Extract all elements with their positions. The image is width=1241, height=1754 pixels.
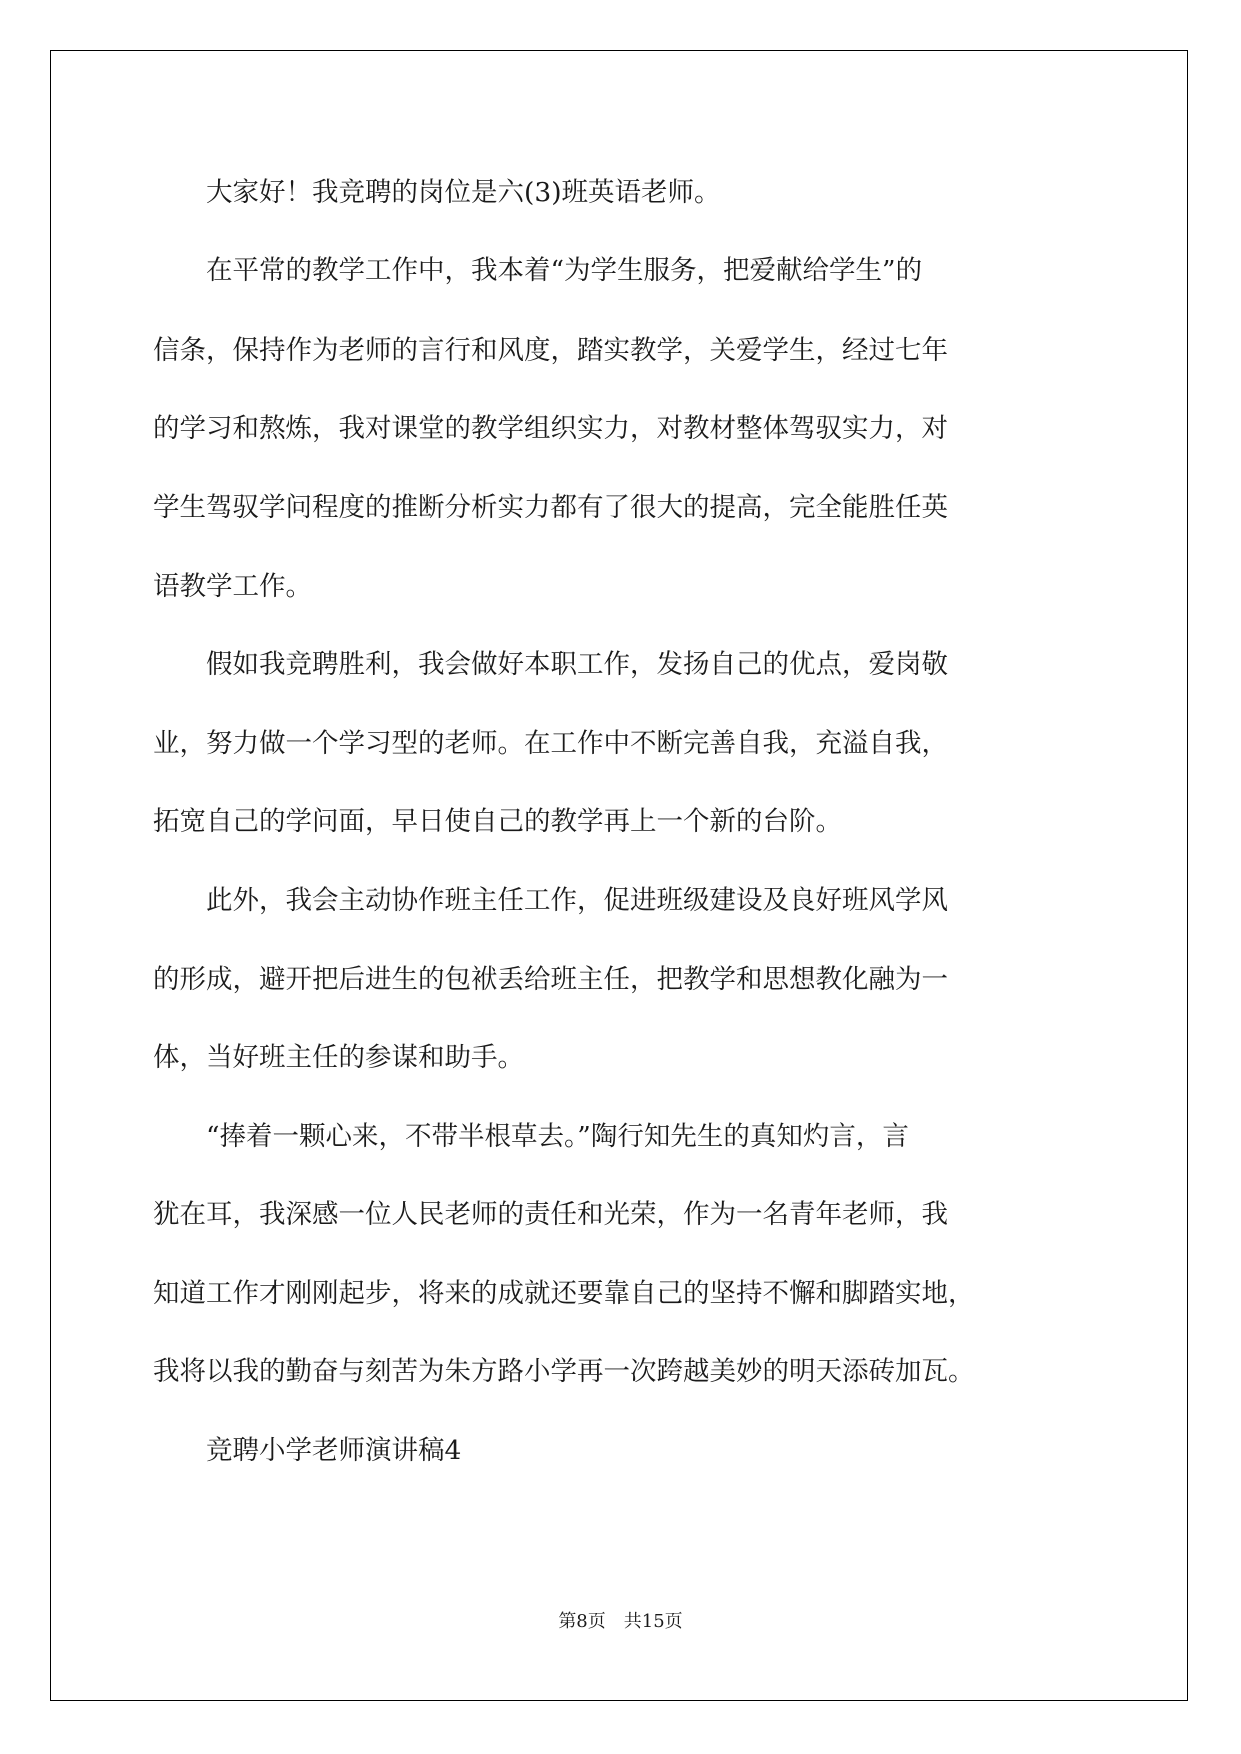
text-line: 知道工作才刚刚起步，将来的成就还要靠自己的坚持不懈和脚踏实地，: [153, 1278, 975, 1309]
text-line: 大家好！我竞聘的岗位是六(3)班英语老师。: [153, 177, 721, 208]
text-line: 语教学工作。: [153, 571, 312, 602]
text-line: 在平常的教学工作中，我本着“为学生服务，把爱献给学生”的: [153, 255, 923, 286]
text-line: 学生驾驭学问程度的推断分析实力都有了很大的提高，完全能胜任英: [153, 492, 948, 523]
text-line: 业，努力做一个学习型的老师。在工作中不断完善自我，充溢自我，: [153, 728, 948, 759]
text-line: 犹在耳，我深感一位人民老师的责任和光荣，作为一名青年老师，我: [153, 1199, 948, 1230]
text-line: 拓宽自己的学问面，早日使自己的教学再上一个新的台阶。: [153, 806, 842, 837]
text-line: 我将以我的勤奋与刻苦为朱方路小学再一次跨越美妙的明天添砖加瓦。: [153, 1356, 975, 1387]
section-heading: 竞聘小学老师演讲稿4: [153, 1435, 462, 1466]
text-line: 假如我竞聘胜利，我会做好本职工作，发扬自己的优点，爱岗敬: [153, 649, 948, 680]
text-line: 的形成，避开把后进生的包袱丢给班主任，把教学和思想教化融为一: [153, 964, 948, 995]
page-number: 第8页 共15页: [558, 1611, 683, 1632]
text-line: 此外，我会主动协作班主任工作，促进班级建设及良好班风学风: [153, 885, 948, 916]
text-line: “捧着一颗心来，不带半根草去。”陶行知先生的真知灼言，言: [153, 1121, 909, 1152]
text-line: 体，当好班主任的参谋和助手。: [153, 1042, 524, 1073]
text-line: 的学习和熬炼，我对课堂的教学组织实力，对教材整体驾驭实力，对: [153, 413, 948, 444]
text-line: 信条，保持作为老师的言行和风度，踏实教学，关爱学生，经过七年: [153, 335, 948, 366]
